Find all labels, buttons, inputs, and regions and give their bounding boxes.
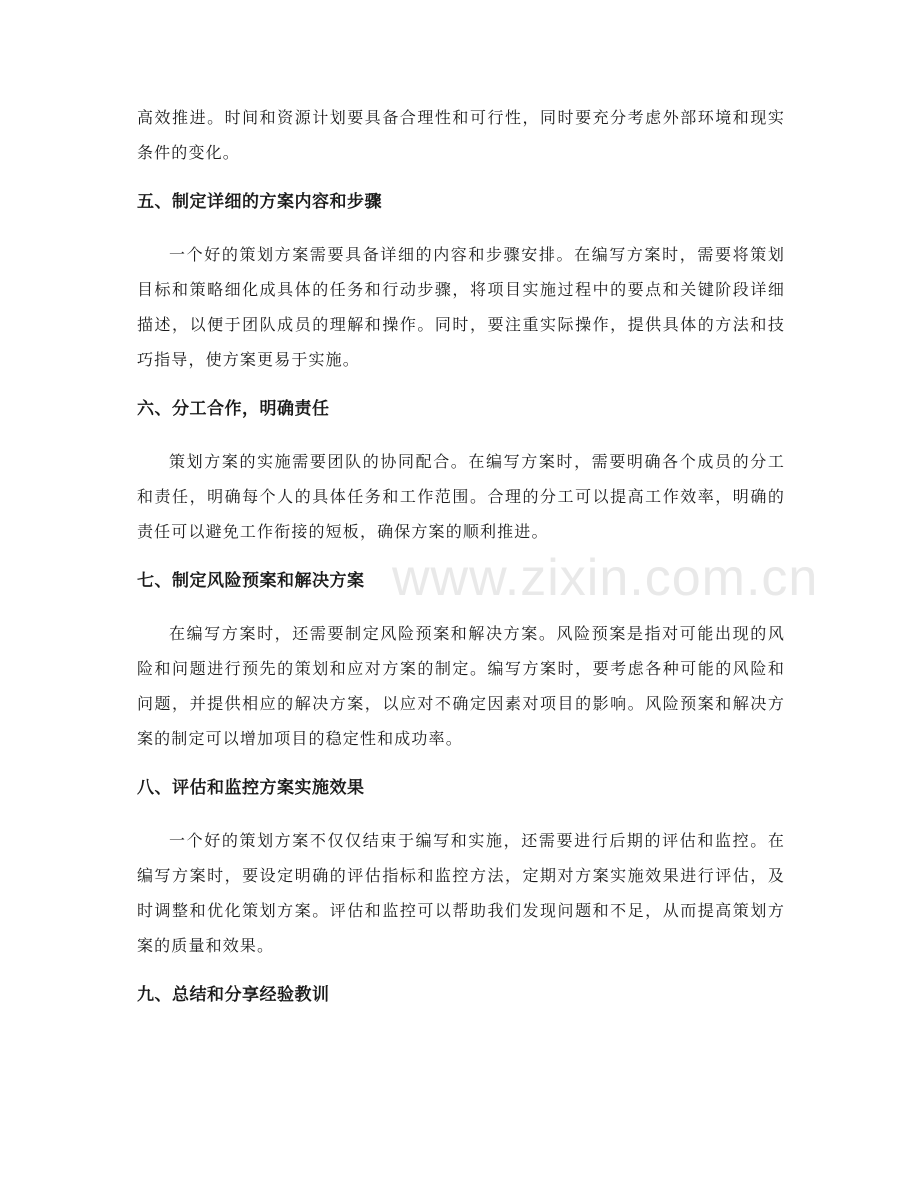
watermark: www.zixin.com.cn [392, 549, 819, 607]
section-heading-5: 五、制定详细的方案内容和步骤 [137, 192, 382, 212]
section-paragraph-7: 在编写方案时，还需要制定风险预案和解决方案。风险预案是指对可能出现的风险和问题进行预先的策划和应对方案的制定。编写方案时，要考虑各种可能的风险和问题，并提供相应的解决方案，以应对不确定因素对项目的影响。风险预案和解决方案的制定可以增加项目的稳定性和成功率。 [137, 624, 785, 748]
section-heading-6: 六、分工合作，明确责任 [137, 399, 330, 419]
section-paragraph-5: 一个好的策划方案需要具备详细的内容和步骤安排。在编写方案时，需要将策划目标和策略细化成具体的任务和行动步骤，将项目实施过程中的要点和关键阶段详细描述，以便于团队成员的理解和操作。同时，要注重实际操作，提供具体的方法和技巧指导，使方案更易于实施。 [137, 245, 785, 369]
document-body [137, 100, 785, 1007]
section-heading-9: 九、总结和分享经验教训 [137, 985, 330, 1005]
paragraph-continued: 高效推进。时间和资源计划要具备合理性和可行性，同时要充分考虑外部环境和现实条件的变化。 [137, 108, 785, 162]
section-heading-8: 八、评估和监控方案实施效果 [137, 778, 365, 798]
section-paragraph-6: 策划方案的实施需要团队的协同配合。在编写方案时，需要明确各个成员的分工和责任，明确每个人的具体任务和工作范围。合理的分工可以提高工作效率，明确的责任可以避免工作衔接的短板，确保方案的顺利推进。 [137, 452, 785, 541]
section-heading-7: 七、制定风险预案和解决方案 [137, 571, 365, 591]
section-paragraph-8: 一个好的策划方案不仅仅结束于编写和实施，还需要进行后期的评估和监控。在编写方案时，要设定明确的评估指标和监控方法，定期对方案实施效果进行评估，及时调整和优化策划方案。评估和监控可以帮助我们发现问题和不足，从而提高策划方案的质量和效果。 [137, 831, 785, 955]
